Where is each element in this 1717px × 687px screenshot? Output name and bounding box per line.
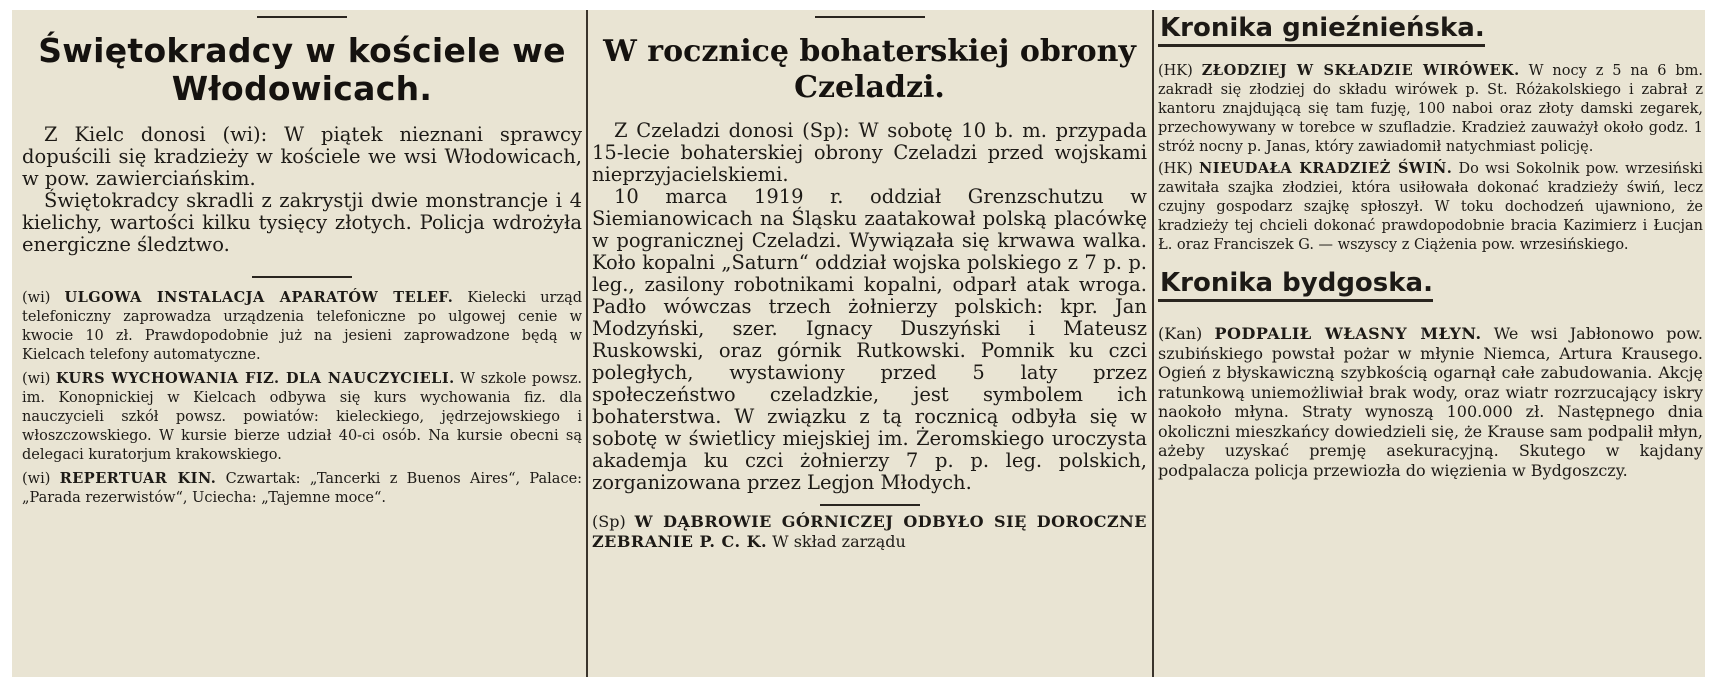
article-paragraph: Z Czeladzi donosi (Sp): W sobotę 10 b. m. przypada 15-lecie bohaterskiej obrony Czeladzi przed wojskami nieprzyjacielskiemi. (592, 119, 1147, 186)
section-title: Kronika gnieźnieńska. (1158, 12, 1485, 47)
column-middle (592, 10, 1147, 677)
news-item: (wi) REPERTUAR KIN. Czwartak: „Tancerki z Buenos Aires“, Palace: „Parada rezerwistów“, Uciecha: „Tajemne moce“. (22, 470, 582, 506)
title-rule (257, 16, 347, 18)
article-headline: Świętokradcy w kościele we Włodowicach. (38, 31, 566, 108)
section-rule (252, 276, 352, 278)
column-left (22, 10, 582, 677)
news-item: (Sp) W DĄBROWIE GÓRNICZEJ ODBYŁO SIĘ DOROCZNE ZEBRANIE P. C. K. W skład zarządu (592, 512, 1147, 551)
news-item: (wi) ULGOWA INSTALACJA APARATÓW TELEF. Kielecki urząd telefoniczny zaprowadza urządzenia telefoniczne po ulgowej cenie w kwocie 10 zł. Prawdopodobnie już na jesieni zaprowadzone będą w Kielcach telefony automatyczne. (22, 289, 582, 363)
article-paragraph: Świętokradcy skradli z zakrystji dwie monstrancje i 4 kielichy, wartości kilku tysięcy złotych. Policja wdrożyła energiczne śledztwo. (22, 189, 582, 256)
article-paragraph: 10 marca 1919 r. oddział Grenzschutzu w Siemianowicach na Śląsku zaatakował polską placówkę w pogranicznej Czeladzi. Wywiązała się krwawa walka. Koło kopalni „Saturn“ oddział wojska polskiego z 7 p. p. leg., zasilony robotnikami kopalni, odparł atak wroga. Padło wówczas trzech żołnierzy polskich: kpr. Jan Modzyński, szer. Ignacy Duszyński i Mateusz Ruskowski, oraz górnik Rutkowski. Pomnik ku czci poległych, wystawiony przed 5 laty przez społeczeństwo czeladzkie, jest symbolem ich bohaterstwa. W związku z tą rocznicą odbyła się w sobotę w świetlicy miejskiej im. Żeromskiego uroczysta akademja ku czci żołnierzy 7 p. p. leg. polskich, zorganizowana przez Legjon Młodych. (592, 185, 1147, 494)
article-paragraph: Z Kielc donosi (wi): W piątek nieznani sprawcy dopuścili się kradzieży w kościele we wsi Włodowicach, w pow. zawierciańskim. (22, 123, 582, 190)
news-item: (Kan) PODPALIŁ WŁASNY MŁYN. We wsi Jabłonowo pow. szubińskiego powstał pożar w młynie Niemca, Artura Krausego. Ogień z błyskawiczną szybkością ogarnął całe zabudowania. Akcję ratunkową uniemożliwiał brak wody, oraz wiatr rozrzucający iskry naokoło młyna. Straty wynoszą 100.000 zł. Następnego dnia okoliczni mieszkańcy dowiedzieli się, że Krause sam podpalił młyn, ażeby uzyskać premję asekuracyjną. Skutego w kajdany podpalacza policja przewiozła do więzienia w Bydgoszczy. (1158, 324, 1703, 480)
column-divider (1152, 10, 1154, 677)
column-divider (586, 10, 588, 677)
newspaper-clipping (12, 10, 1705, 677)
article-headline: W rocznicę bohaterskiej obrony Czeladzi. (603, 34, 1136, 105)
section-rule (820, 504, 920, 506)
news-item: (HK) ZŁODZIEJ W SKŁADZIE WIRÓWEK. W nocy z 5 na 6 bm. zakradł się złodziej do składu wirówek p. St. Różakolskiego i zabrał z kantoru znajdującą się tam fuzję, 100 naboi oraz złoty damski zegarek, przechowywany w torebce w szufladzie. Kradzież zauważył około godz. 1 stróż nocny p. Janas, który zawiadomił natychmiast policję. (1158, 62, 1703, 155)
news-item: (wi) KURS WYCHOWANIA FIZ. DLA NAUCZYCIELI. W szkole powsz. im. Konopnickiej w Kielcach odbywa się kurs wychowania fiz. dla nauczycieli szkół powsz. powiatów: kieleckiego, jędrzejowskiego i włoszczowskiego. W kursie bierze udział 40-ci osób. Na kursie obecni są delegaci kuratorjum krakowskiego. (22, 370, 582, 463)
title-rule (815, 16, 925, 18)
section-title: Kronika bydgoska. (1158, 267, 1433, 302)
column-right (1158, 10, 1703, 677)
news-item: (HK) NIEUDAŁA KRADZIEŻ ŚWIŃ. Do wsi Sokolnik pow. wrzesiński zawitała szajka złodziei, która usiłowała dokonać kradzieży świń, lecz czujny gospodarz szajkę spłoszył. W toku dochodzeń ujawniono, że kradzieży tej chcieli dokonać prawdopodobnie bracia Kazimierz i Łucjan Ł. oraz Franciszek G. — wszyscy z Ciążenia pow. wrzesińskiego. (1158, 160, 1703, 253)
